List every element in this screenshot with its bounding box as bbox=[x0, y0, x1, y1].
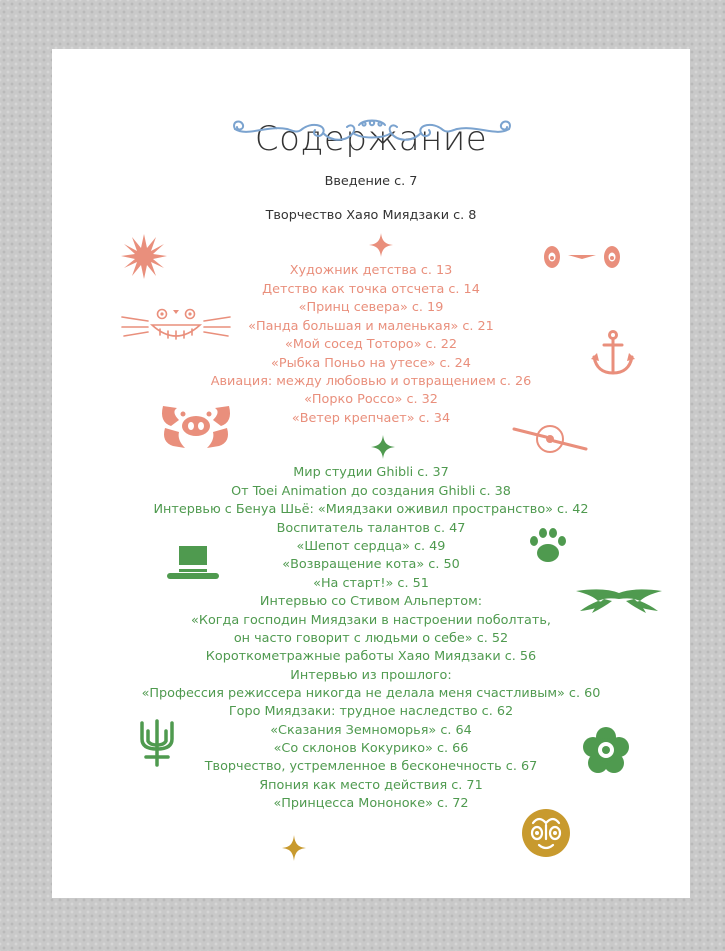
toc-entry[interactable]: он часто говорит с людьми о себе» с. 52 bbox=[233, 631, 509, 646]
toc-entry[interactable]: «Со склонов Кокурико» с. 66 bbox=[273, 741, 469, 756]
toc-entry[interactable]: Интервью с Бенуа Шьё: «Миядзаки оживил пространство» с. 42 bbox=[153, 502, 589, 517]
toc-entry[interactable]: Авиация: между любовью и отвращением с. 26 bbox=[210, 374, 532, 389]
toc-entry[interactable]: От Toei Animation до создания Ghibli с. 38 bbox=[231, 484, 511, 499]
page-title: Содержание bbox=[254, 119, 488, 159]
flourish-ornament bbox=[227, 111, 517, 151]
toc-entry-intro[interactable]: Творчество Хаяо Миядзаки с. 8 bbox=[265, 208, 477, 223]
toc-entry[interactable]: «Когда господин Миядзаки в настроении поболтать, bbox=[191, 613, 551, 628]
toc-entry[interactable]: «Мой сосед Тоторо» с. 22 bbox=[284, 337, 457, 352]
mononoke-mask-icon bbox=[521, 807, 571, 859]
toc-entry[interactable]: «Принцесса Мононоке» с. 72 bbox=[273, 796, 469, 811]
toc-entry[interactable]: «Панда большая и маленькая» с. 21 bbox=[248, 319, 494, 334]
flower-icon bbox=[583, 727, 629, 773]
toc-entry[interactable]: Художник детства с. 13 bbox=[289, 263, 453, 278]
sun-burst-icon bbox=[120, 232, 168, 280]
pig-face-icon bbox=[159, 402, 233, 450]
toc-entry[interactable]: «Сказания Земноморья» с. 64 bbox=[270, 723, 472, 738]
toc-entry[interactable]: Детство как точка отсчета с. 14 bbox=[262, 282, 480, 297]
top-hat-icon bbox=[167, 544, 219, 584]
toc-entry[interactable]: Интервью со Стивом Альпертом: bbox=[259, 594, 483, 609]
toc-entry[interactable]: «Принц севера» с. 19 bbox=[298, 300, 444, 315]
toc-entry[interactable]: Короткометражные работы Хаяо Миядзаки с. 56 bbox=[205, 649, 537, 664]
wings-icon bbox=[574, 587, 664, 615]
contents-page bbox=[52, 49, 690, 898]
sparkle-star-icon bbox=[371, 435, 395, 459]
toc-entry[interactable]: «Шепот сердца» с. 49 bbox=[296, 539, 446, 554]
propeller-icon bbox=[512, 419, 588, 459]
toc-entry[interactable]: «Рыбка Поньо на утесе» с. 24 bbox=[271, 356, 471, 371]
sparkle-star-icon bbox=[282, 835, 306, 861]
toc-entry[interactable]: «Возвращение кота» с. 50 bbox=[282, 557, 460, 572]
toc-entry[interactable]: Творчество, устремленное в бесконечность с. 67 bbox=[204, 759, 538, 774]
toc-entry[interactable]: Воспитатель талантов с. 47 bbox=[276, 521, 466, 536]
toc-entry[interactable]: «На старт!» с. 51 bbox=[313, 576, 429, 591]
toc-entry-intro[interactable]: Введение с. 7 bbox=[324, 174, 418, 189]
paw-icon bbox=[528, 527, 568, 565]
sparkle-star-icon bbox=[369, 233, 393, 257]
totoro-grin-icon bbox=[120, 305, 232, 345]
toc-entry[interactable]: Интервью из прошлого: bbox=[290, 668, 452, 683]
toc-entry[interactable]: Мир студии Ghibli с. 37 bbox=[293, 465, 449, 480]
toc-entry[interactable]: «Порко Россо» с. 32 bbox=[304, 392, 438, 407]
toc-entry[interactable]: Горо Миядзаки: трудное наследство с. 62 bbox=[228, 704, 514, 719]
eyes-icon bbox=[542, 243, 622, 271]
toc-entry[interactable]: «Ветер крепчает» с. 34 bbox=[291, 411, 451, 426]
trident-icon bbox=[136, 717, 178, 769]
toc-entry[interactable]: Япония как место действия с. 71 bbox=[259, 778, 483, 793]
toc-entry[interactable]: «Профессия режиссера никогда не делала меня счастливым» с. 60 bbox=[141, 686, 601, 701]
anchor-icon bbox=[591, 329, 635, 377]
